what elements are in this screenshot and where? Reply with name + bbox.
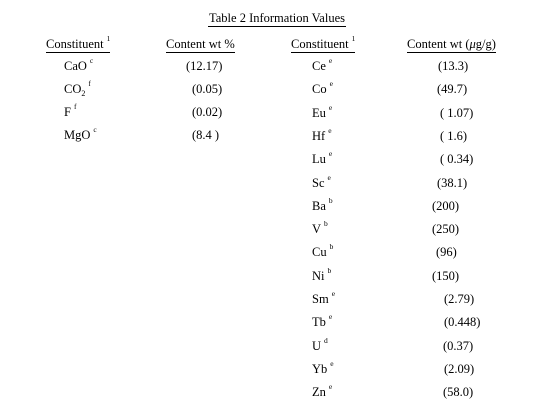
footnote-marker: e	[329, 79, 333, 88]
constituent-name	[312, 173, 331, 190]
header-content-wt-ugg: Content wt (μg/g)	[407, 37, 496, 51]
content-value: (0.448)	[444, 315, 481, 329]
constituent-label: Cu	[312, 245, 327, 259]
constituent-name	[312, 382, 333, 399]
footnote-marker: b	[329, 242, 334, 251]
constituent-name	[312, 149, 333, 166]
constituent-label: Yb	[312, 362, 328, 376]
constituent-name	[64, 125, 97, 142]
content-value: (0.37)	[443, 339, 474, 353]
constituent-label: Ce	[312, 59, 326, 73]
footnote-marker: e	[327, 173, 331, 182]
table-title: Table 2 Information Values	[208, 11, 345, 25]
content-value: (2.79)	[444, 292, 475, 306]
header-content-wt-percent: Content wt %	[166, 37, 235, 51]
constituent-name	[64, 79, 91, 98]
constituent-name	[64, 102, 77, 119]
constituent-name	[312, 56, 333, 73]
content-value: (0.05)	[192, 82, 223, 96]
constituent-label: V	[312, 222, 322, 236]
constituent-label: Zn	[312, 385, 326, 399]
content-value: (13.3)	[438, 59, 469, 73]
constituent-name	[312, 242, 334, 259]
constituent-label: Ni	[312, 269, 325, 283]
content-value: (8.4 )	[192, 128, 220, 142]
footnote-marker: f	[73, 102, 77, 111]
footnote-marker: e	[328, 103, 333, 112]
constituent-name	[312, 266, 332, 283]
content-value: ( 1.07)	[440, 106, 474, 120]
constituent-subscript: 2	[81, 89, 86, 98]
constituent-name	[312, 196, 333, 213]
footnote-marker: e	[328, 382, 333, 391]
constituent-name	[312, 336, 328, 353]
constituent-name	[312, 289, 336, 306]
footnote-marker: c	[89, 56, 94, 65]
footnote-marker: e	[331, 289, 336, 298]
content-value: (49.7)	[437, 82, 468, 96]
constituent-name	[312, 103, 333, 120]
constituent-name	[312, 312, 333, 329]
footnote-marker: e	[330, 359, 334, 368]
constituent-label: CO	[64, 82, 82, 96]
footnote-marker: e	[328, 312, 333, 321]
footnote-marker: d	[324, 336, 328, 345]
constituent-label: MgO	[64, 128, 91, 142]
content-value: ( 0.34)	[440, 152, 474, 166]
constituent-label: Ba	[312, 199, 326, 213]
constituent-label: Lu	[312, 152, 326, 166]
constituent-label: Eu	[312, 106, 326, 120]
footnote-marker: e	[328, 126, 332, 135]
constituent-name	[312, 126, 332, 143]
constituent-label: Sm	[312, 292, 329, 306]
constituent-name	[312, 359, 334, 376]
footnote-marker: b	[328, 196, 333, 205]
content-value: (38.1)	[437, 176, 468, 190]
header-constituent-left: Constituent $^1$	[46, 34, 111, 51]
constituent-label: Hf	[312, 129, 326, 143]
content-value: (96)	[436, 245, 457, 259]
content-value: (150)	[432, 269, 460, 283]
content-value: ( 1.6)	[440, 129, 468, 143]
constituent-name	[312, 79, 333, 96]
content-value: (12.17)	[186, 59, 223, 73]
content-value: (2.09)	[444, 362, 475, 376]
constituent-label: Sc	[312, 176, 325, 190]
footnote-marker: e	[328, 56, 333, 65]
content-value: (200)	[432, 199, 460, 213]
footnote-marker: e	[328, 149, 333, 158]
constituent-name	[312, 219, 328, 236]
content-value: (250)	[432, 222, 460, 236]
constituent-label: CaO	[64, 59, 87, 73]
constituent-label: U	[312, 339, 322, 353]
footnote-marker: f	[88, 79, 91, 88]
content-value: (0.02)	[192, 105, 223, 119]
header-constituent-right: Constituent $^1$	[291, 34, 356, 51]
footnote-marker: b	[327, 266, 332, 275]
footnote-marker: b	[324, 219, 328, 228]
footnote-marker: c	[93, 125, 97, 134]
content-value: (58.0)	[443, 385, 474, 399]
constituent-label: F	[64, 105, 71, 119]
constituent-label: Co	[312, 82, 327, 96]
constituent-label: Tb	[312, 315, 326, 329]
constituent-name	[64, 56, 94, 73]
